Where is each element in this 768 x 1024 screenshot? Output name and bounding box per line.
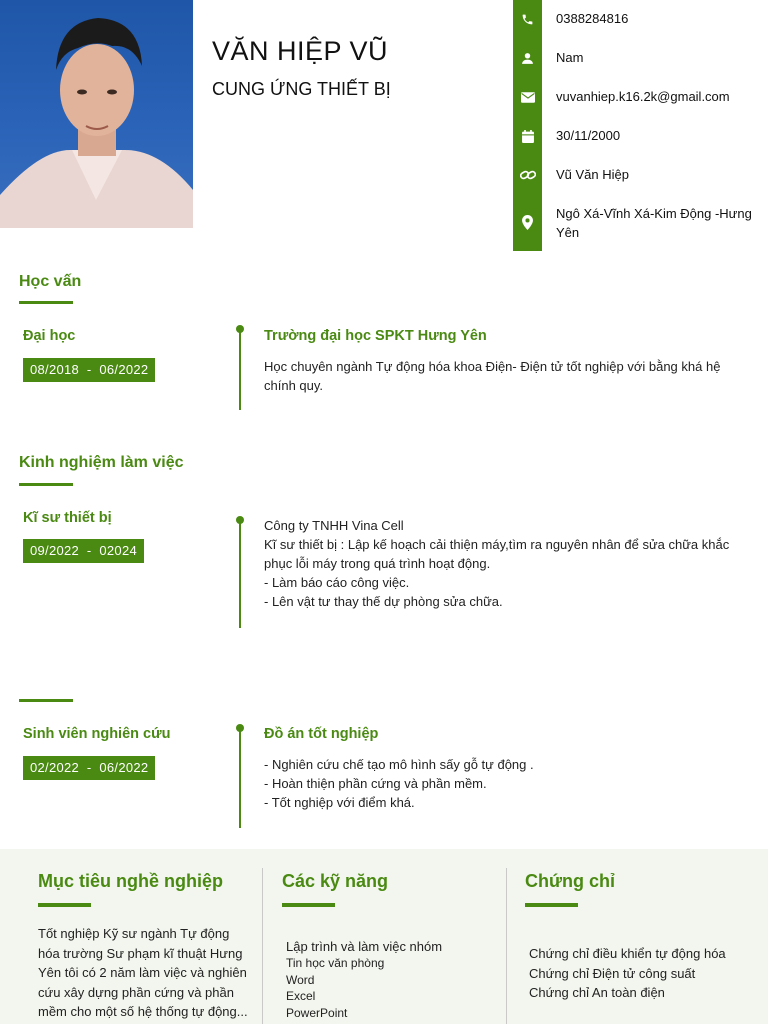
certificates-list xyxy=(529,944,729,1003)
experience-line: Kĩ sư thiết bị : Lập kế hoạch cải thiện máy,tìm ra nguyên nhân để sửa chữa khắc phục lỗi máy trong quá trình hoạt động. xyxy=(264,537,730,571)
phone-icon xyxy=(513,10,542,28)
skills-title: Các kỹ năng xyxy=(282,871,389,891)
research-dates: 02/2022 - 06/2022 xyxy=(23,756,155,780)
research-timeline-line xyxy=(239,728,241,828)
contact-address: Ngô Xá-Vĩnh Xá-Kim Động -Hưng Yên xyxy=(556,206,752,240)
objective-text: Tốt nghiệp Kỹ sư ngành Tự động hóa trường Sư phạm kĩ thuật Hưng Yên tôi có 2 năm làm việc và nghiên cứu xây dựng phần cứng và phần mềm cho một số hệ thống tự động... xyxy=(38,926,248,1019)
experience-title-underline xyxy=(19,483,73,486)
location-pin-icon xyxy=(513,213,542,231)
contact-phone: 0388284816 xyxy=(556,11,629,26)
research-timeline-dot xyxy=(236,724,244,732)
research-details xyxy=(264,755,749,812)
skills-primary: Lập trình và làm việc nhóm xyxy=(286,939,443,954)
experience-section-title: Kinh nghiệm làm việc xyxy=(19,454,184,471)
research-position: Sinh viên nghiên cứu xyxy=(23,726,171,742)
education-section-title: Học vấn xyxy=(19,273,82,290)
education-dates: 08/2018 - 06/2022 xyxy=(23,358,155,382)
education-timeline-dot xyxy=(236,325,244,333)
link-icon xyxy=(513,166,542,184)
experience-timeline-line xyxy=(239,521,241,628)
skill-item: Excel xyxy=(286,989,316,1003)
education-level: Đại học xyxy=(23,328,76,344)
experience-line: - Làm báo cáo công việc. xyxy=(264,575,410,590)
experience-timeline-dot xyxy=(236,516,244,524)
certificates-title: Chứng chỉ xyxy=(525,871,616,891)
contact-birthday: 30/11/2000 xyxy=(556,128,621,143)
education-timeline-line xyxy=(239,329,241,410)
objective-underline xyxy=(38,903,91,907)
calendar-icon xyxy=(513,127,542,145)
profile-photo xyxy=(0,0,193,228)
certificate-item: Chứng chỉ điều khiển tự động hóa xyxy=(529,946,726,961)
user-icon xyxy=(513,49,542,67)
certificate-item: Chứng chỉ An toàn điện xyxy=(529,985,665,1000)
experience-dates: 09/2022 - 02024 xyxy=(23,539,144,563)
certificate-item: Chứng chỉ Điện tử công suất xyxy=(529,965,696,981)
research-line: - Tốt nghiệp với điểm khá. xyxy=(264,795,415,810)
education-description: Học chuyên ngành Tự động hóa khoa Điện- Điện tử tốt nghiệp với bằng khá hệ chính quy. xyxy=(264,359,721,393)
envelope-icon xyxy=(513,88,542,106)
education-title-underline xyxy=(19,301,73,304)
skill-item: Word xyxy=(286,972,315,987)
certificates-underline xyxy=(525,903,578,907)
skill-item: Tin học văn phòng xyxy=(286,956,385,970)
research-project: Đồ án tốt nghiệp xyxy=(264,726,379,742)
education-school: Trường đại học SPKT Hưng Yên xyxy=(264,328,487,344)
skills-list xyxy=(286,955,486,1021)
candidate-name: VĂN HIỆP VŨ xyxy=(212,36,389,66)
skill-item: PowerPoint xyxy=(286,1005,348,1020)
objective-title: Mục tiêu nghề nghiệp xyxy=(38,871,223,891)
experience-line: - Lên vật tư thay thế dự phòng sửa chữa. xyxy=(264,594,503,609)
experience-line: Công ty TNHH Vina Cell xyxy=(264,518,404,533)
column-divider xyxy=(506,868,507,1024)
contact-email[interactable]: vuvanhiep.k16.2k@gmail.com xyxy=(556,89,730,104)
research-title-underline xyxy=(19,699,73,702)
contact-gender: Nam xyxy=(556,50,584,65)
research-line: - Nghiên cứu chế tạo mô hình sấy gỗ tự động . xyxy=(264,757,534,772)
research-line: - Hoàn thiện phần cứng và phần mềm. xyxy=(264,776,487,791)
candidate-role: CUNG ỨNG THIẾT BỊ xyxy=(212,79,391,99)
experience-details xyxy=(264,516,749,611)
column-divider xyxy=(262,868,263,1024)
skills-underline xyxy=(282,903,335,907)
contact-link[interactable]: Vũ Văn Hiệp xyxy=(556,167,629,182)
experience-position: Kĩ sư thiết bị xyxy=(23,510,112,526)
